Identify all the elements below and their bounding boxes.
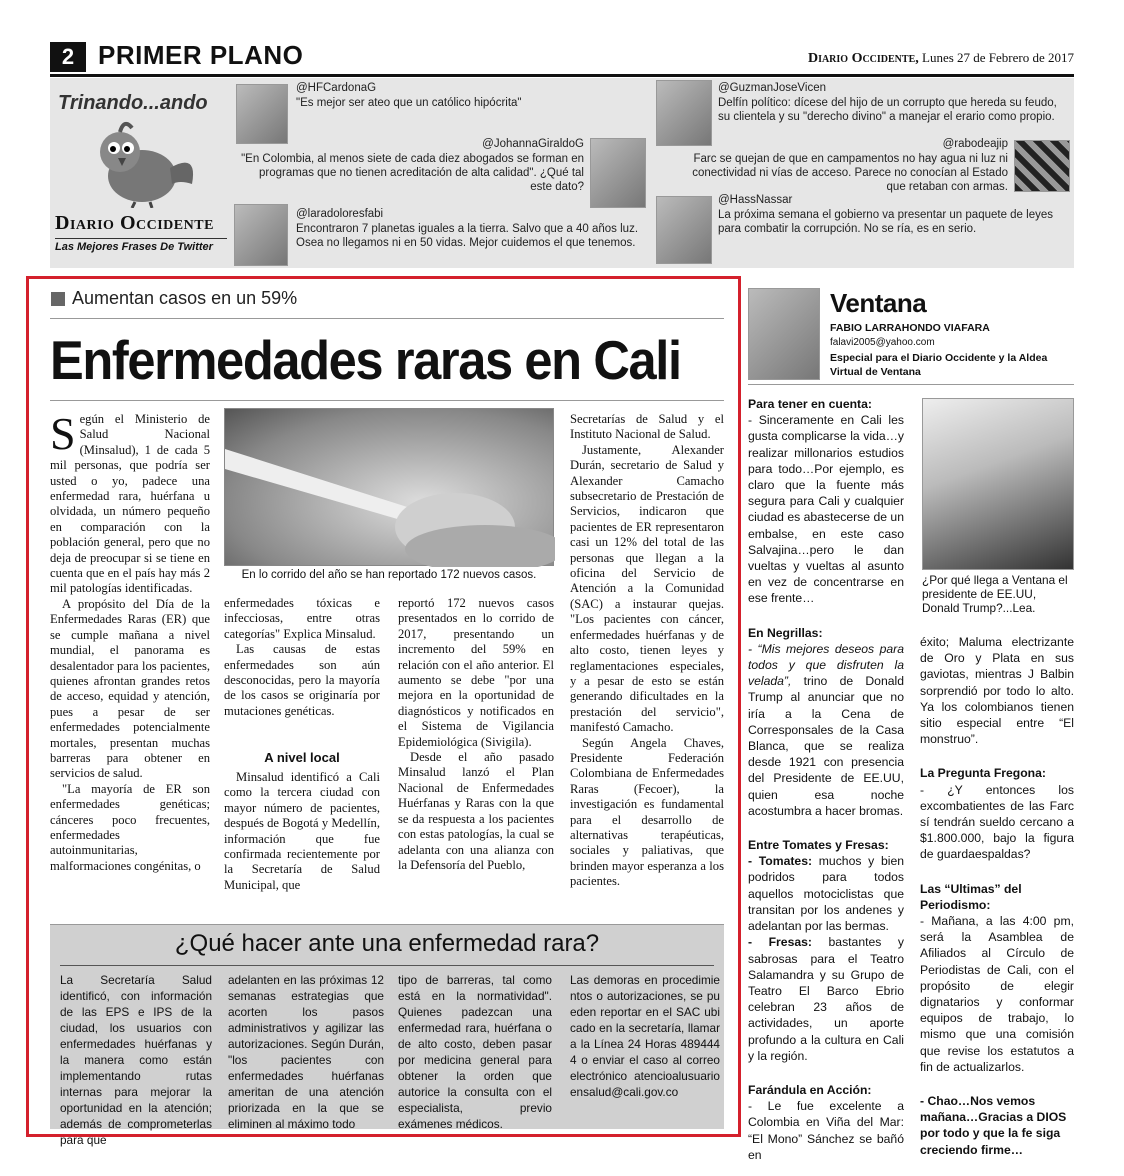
column-title: Ventana	[830, 288, 927, 318]
avatar	[590, 138, 646, 208]
tweet-handle: @JohannaGiraldoG	[482, 138, 584, 150]
section-heading: Las “Ultimas” del Periodismo:	[920, 881, 1022, 912]
brand-rule	[55, 238, 227, 239]
article-column-4	[570, 412, 724, 890]
sidebar-column: adelanten en las próximas 12 semanas estrategias que acorten los pasos administrativos y agilizar las autorizaciones. Según Durán, "los pacientes con enfermedades huérfanas ameritan de una atención priorizada en la que se eliminen al máximo todo	[228, 973, 384, 1131]
sidebar-column: Las demoras en procedimientos o autorizaciones, se pueden reportar en el SAC ubicado en la secretaría, llamar a la Línea 24 Horas 4894444 o enviar el caso al correo electrónico atencioalusuarioensalud@cali.gov.co	[570, 973, 720, 1099]
section-title: PRIMER PLANO	[98, 40, 304, 70]
twitter-brand-name: Diario Occidente	[55, 212, 214, 234]
article-photo	[224, 408, 554, 566]
section-heading: En Negrillas:	[748, 625, 823, 640]
paragraph: Las causas de estas enfermedades son aún desconocidas, pero la mayoría de los casos se originaría por mutaciones genéticas.	[224, 642, 380, 718]
headline-rule	[50, 400, 724, 401]
photo-caption: En lo corrido del año se han reportado 172 nuevos casos.	[241, 569, 537, 581]
tweet-handle: @HFCardonaG	[296, 82, 377, 94]
tweet-handle: @laradoloresfabi	[296, 208, 384, 220]
article-column-1	[50, 408, 210, 874]
paragraph: Justamente, Alexander Durán, secretario de Salud y Alexander Camacho subsecretario de Prestación de Servicios, indicaron que pacientes de ER representaron casi un 12% del total de las personas que llegan a la oficina del Servicio de Atención a la Comunidad (SAC) a instaurar quejas. "Los pacientes con cáncer, enfermedades huérfanas y de alto costo, tienen leyes y reglamentaciones especiales, y a pesar de esto se están generando dificultades en la prestación del servicio", manifestó Camacho.	[570, 442, 724, 735]
tweet-handle: @GuzmanJoseVicen	[718, 82, 826, 94]
trump-photo	[922, 398, 1074, 570]
paragraph: A propósito del Día de la Enfermedades Raras (ER) que se cumple mañana a nivel mundial, el panorama es desalentador para los pacientes, quienes afrontan grandes retos de acceso, equidad y atención, pues a pesar de ser enfermedades potencialmente mortales, presentan muchas barreras para obtener en servicios de salud.	[50, 596, 210, 781]
article-subhead: A nivel local	[264, 750, 340, 765]
paragraph: - ¿Y entonces los excombatientes de las Farc sí tendrán sueldo cercano a $1.800.000, bajo la figura de guardaespaldas?	[920, 782, 1074, 862]
paragraph: "La mayoría de ER son enfermedades genéticas; cánceres poco frecuentes, enfermedades autoinmunitarias, malformaciones congénitas, o	[50, 781, 210, 873]
tweet-text: La próxima semana el gobierno va presentar un paquete de leyes para combatir la corrupción. No se ría, es en serio.	[718, 209, 1053, 235]
paragraph: Desde el año pasado Minsalud lanzó el Plan Nacional de Enfermedades Huérfanas y Raras con la que se da respuesta a los pacientes con estas patologías, la cual se adelanta con una alianza con la Defensoría del Pueblo,	[398, 750, 554, 872]
paragraph: Minsalud identificó a Cali como la tercera ciudad con mayor número de pacientes, después de Bogotá y Medellín, información que fue confirmada recientemente por la Secretaría de Salud Municipal, que	[224, 770, 380, 892]
masthead-name: Diario Occidente,	[807, 51, 919, 66]
kicker-rule	[50, 318, 724, 319]
trump-caption: ¿Por qué llega a Ventana el presidente de EE.UU, Donald Trump?...Lea.	[922, 573, 1068, 615]
paragraph: - “Mis mejores deseos para todos y que disfruten la velada”, trino de Donald Trump al anunciar que no iría a la Cena de Corresponsales de la Casa Blanca, que se realiza desde 1921 con presencia del Presidente de EE.UU, quien esa noche acostumbra a hacer bromas.	[748, 641, 904, 818]
avatar	[234, 204, 288, 266]
sidebar-column: tipo de barreras, tal como está en la normatividad". Quienes padezcan una enfermedad rara, huérfana o de alto costo, deben pasar por medicina general para obtener la orden que autorice la consulta con el especialista, previo exámenes médicos.	[398, 973, 552, 1131]
ventana-column-right	[920, 634, 1074, 1158]
tweet-text: "Es mejor ser ateo que un católico hipócrita"	[296, 97, 522, 109]
article-column-2	[224, 596, 380, 719]
avatar	[236, 84, 288, 144]
sidebar-column: La Secretaría Salud identificó, con información de las EPS e IPS de la ciudad, los usuarios con enfermedades huérfanas y la manera como están implementando rutas internas para mejorar la oportunidad en la atención; además de comprometerlas para que	[60, 973, 212, 1147]
sidebar-rule	[60, 965, 714, 966]
dropcap: S	[50, 408, 76, 459]
section-heading: Farándula en Acción:	[748, 1082, 872, 1097]
bird-icon	[80, 118, 200, 208]
author-photo	[748, 288, 820, 380]
article-kicker: Aumentan casos en un 59%	[72, 288, 298, 308]
section-heading: Para tener en cuenta:	[748, 397, 872, 411]
page-number: 2	[50, 42, 86, 72]
tweet-handle: @rabodeajip	[942, 138, 1008, 150]
author-name: FABIO LARRAHONDO VIAFARA	[830, 322, 990, 334]
tweet-handle: @HassNassar	[718, 194, 793, 206]
sidebar-title: ¿Qué hacer ante una enfermedad rara?	[174, 930, 600, 957]
avatar	[656, 80, 712, 146]
closing-line: - Chao…Nos vemos mañana…Gracias a DIOS por todo y que la fe siga creciendo firme…	[920, 1094, 1067, 1157]
ventana-column-left	[748, 396, 904, 1163]
tweet-text: "En Colombia, al menos siete de cada diez abogados se forman en programas que no tienen acreditación de alta calidad". ¿Qué tal este dato?	[241, 153, 584, 193]
article-column-2b	[224, 770, 380, 893]
avatar	[656, 196, 712, 264]
masthead-date: Lunes 27 de Febrero de 2017	[922, 50, 1074, 65]
paragraph: - Le fue excelente a Colombia en Viña del Mar: “El Mono” Sánchez se bañó en	[748, 1099, 904, 1162]
section-heading: Entre Tomates y Fresas:	[748, 838, 889, 853]
author-email: falavi2005@yahoo.com	[830, 337, 935, 348]
paragraph: Según el Ministerio de Salud Nacional (Minsalud), 1 de cada 5 mil personas, que podría ser usted o yo, padece una enfermedad rara, huérfana u olvidada, un número pequeño en comparación con la población general, pero que no deja de preocupar si se tiene en cuenta que en el país hay más 2 mil patologías identificadas.	[50, 408, 210, 596]
paragraph: enfermedades tóxicas e infecciosas, entre otras categorías" Explica Minsalud.	[224, 596, 380, 641]
paragraph: - Sinceramente en Cali les gusta complicarse la vida…y realizar millonarios estudios para todo…Por ejemplo, es claro que la fuente más segura para Cali y cualquier ciudad es abastecerse de un embalse, en este caso Salvajina…pero le dan vueltas y vueltas al asunto en vez de concentrarse en ese frente…	[748, 413, 904, 606]
paragraph: Según Angela Chaves, Presidente Federación Colombiana de Enfermedades Raras (Fecoer), la investigación es fundamental para el desarrollo de alternativas terapéuticas, sociales y paliativas, que brinden mayor esperanza a los pacientes.	[570, 735, 724, 889]
pipette-icon	[225, 409, 555, 567]
paragraph: - Fresas: bastantes y sabrosas para el Teatro Salamandra y su Grupo de Teatro El Barco Ebrio celebran 23 años de actividades, un aporte profundo a la cultura en Cali y la región.	[748, 935, 904, 1063]
paragraph: - Mañana, a las 4:00 pm, será la Asamblea de Afiliados al Círculo de Periodistas de Cali, con el propósito de elegir dignatarios y conformar equipos de trabajo, lo mismo que una comisión que revise los estatutos a fin de actualizarlos.	[920, 914, 1074, 1074]
paragraph: - Tomates: muchos y bien podridos para todos aquellos motociclistas que transitan por los andenes y adelantan por las bermas.	[748, 854, 904, 934]
twitter-brand-top: Trinando...ando	[58, 92, 208, 114]
header-rule	[50, 74, 1074, 77]
paragraph: éxito; Maluma electrizante de Oro y Plata en sus gaviotas, mientras J Balbin sorprendió por todo lo alto. Ya los colombianos tienen sitio especial entre “El monstruo”.	[920, 635, 1074, 747]
ventana-rule	[748, 384, 1074, 385]
article-column-3	[398, 596, 554, 873]
tweet-text: Encontraron 7 planetas iguales a la tierra. Salvo que a 40 años luz. Osea no llegamos ni en 50 vidas. Mejor cuidemos el que tenemos.	[296, 223, 639, 249]
article-headline: Enfermedades raras en Cali	[50, 329, 681, 391]
avatar	[1014, 140, 1070, 192]
paragraph: reportó 172 nuevos casos presentados en lo corrido de 2017, presentando un incremento del 59% en relación con el año anterior. El aumento se debe "por una mejora en la oportunidad de diagnósticos y notificados en el Sistema de Vigilancia Epidemiológica (Sivigila).	[398, 596, 554, 749]
column-credit: Especial para el Diario Occidente y la Aldea Virtual de Ventana	[830, 352, 1048, 378]
kicker-square-icon	[51, 292, 65, 306]
tweet-text: Delfín político: dícese del hijo de un corrupto que hereda su feudo, su clientela y su "derecho divino" a manejar el erario como propio.	[718, 97, 1057, 123]
section-heading: La Pregunta Fregona:	[920, 766, 1046, 781]
tweet-text: Farc se quejan de que en campamentos no hay agua ni luz ni conectividad ni vías de acceso. Parece no conocían al Estado que retaban con armas.	[692, 153, 1008, 193]
twitter-brand-tagline: Las Mejores Frases De Twitter	[55, 241, 213, 253]
paragraph: Secretarías de Salud y el Instituto Nacional de Salud.	[570, 412, 724, 442]
masthead	[808, 50, 1074, 67]
